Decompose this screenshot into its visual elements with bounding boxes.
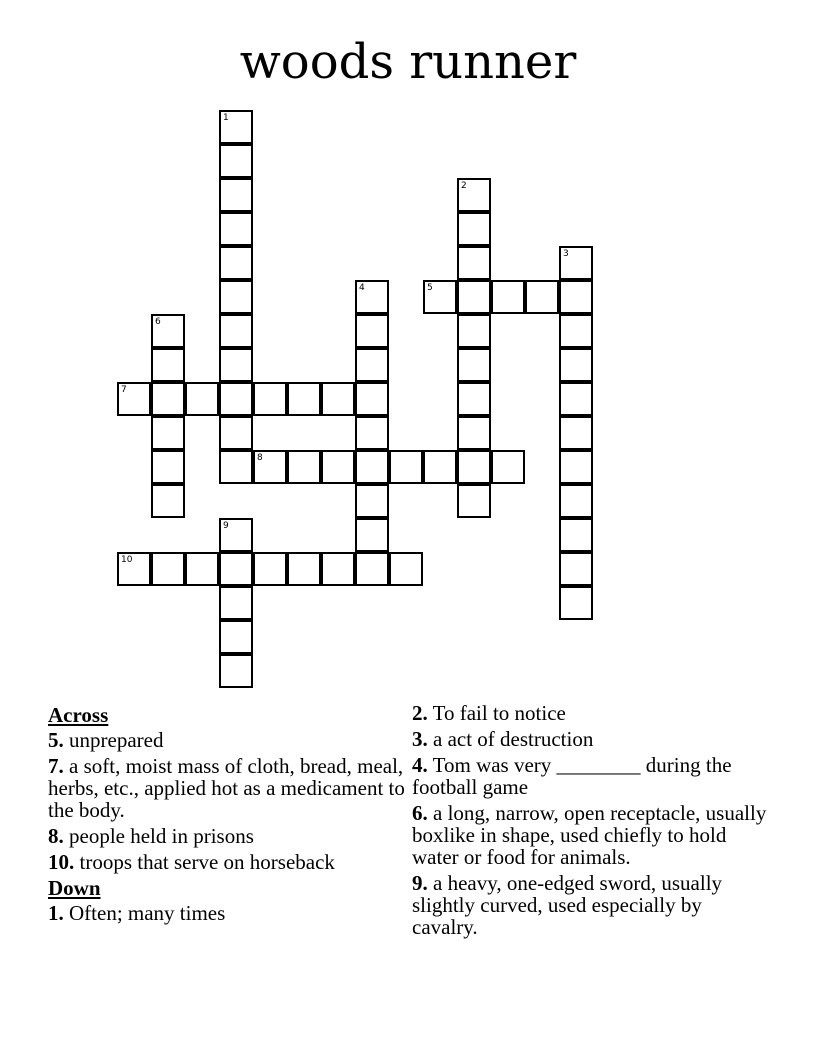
grid-cell[interactable] — [457, 484, 491, 518]
grid-cell[interactable] — [457, 416, 491, 450]
grid-cell[interactable] — [219, 450, 253, 484]
clues-left-column — [48, 702, 408, 928]
grid-cell[interactable] — [117, 382, 151, 416]
down-clue-list — [48, 902, 408, 924]
grid-cell[interactable] — [151, 348, 185, 382]
clue-number: 6 — [155, 317, 161, 327]
grid-cell[interactable] — [355, 280, 389, 314]
clue-item — [48, 902, 408, 924]
clue-number: 2 — [461, 181, 467, 191]
grid-cell[interactable] — [389, 450, 423, 484]
grid-cell[interactable] — [287, 552, 321, 586]
clue-number: 4 — [359, 283, 365, 293]
grid-cell[interactable] — [117, 552, 151, 586]
clue-item — [48, 755, 408, 821]
grid-cell[interactable] — [151, 314, 185, 348]
clue-text: Tom was very ________ during the football game — [412, 753, 732, 799]
grid-cell[interactable] — [151, 416, 185, 450]
grid-cell[interactable] — [457, 246, 491, 280]
grid-cell[interactable] — [219, 348, 253, 382]
grid-cell[interactable] — [457, 280, 491, 314]
grid-cell[interactable] — [559, 246, 593, 280]
grid-cell[interactable] — [185, 382, 219, 416]
grid-cell[interactable] — [253, 382, 287, 416]
grid-cell[interactable] — [559, 314, 593, 348]
puzzle-title: woods runner — [239, 34, 577, 90]
grid-cell[interactable] — [321, 450, 355, 484]
down-heading: Down — [48, 876, 101, 900]
across-clue-list — [48, 729, 408, 873]
grid-cell[interactable] — [185, 552, 219, 586]
clue-text: a heavy, one-edged sword, usually slightly curved, used especially by cavalry. — [412, 871, 723, 939]
grid-cell[interactable] — [219, 552, 253, 586]
grid-cell[interactable] — [355, 416, 389, 450]
clue-text: Often; many times — [69, 901, 226, 925]
clue-number-label: 8. — [48, 824, 64, 848]
grid-cell[interactable] — [219, 246, 253, 280]
grid-cell[interactable] — [151, 484, 185, 518]
grid-cell[interactable] — [559, 586, 593, 620]
grid-cell[interactable] — [287, 382, 321, 416]
clue-number: 7 — [121, 385, 127, 395]
grid-cell[interactable] — [219, 620, 253, 654]
grid-cell[interactable] — [219, 416, 253, 450]
grid-cell[interactable] — [219, 280, 253, 314]
clue-text: people held in prisons — [69, 824, 254, 848]
grid-cell[interactable] — [355, 552, 389, 586]
clue-number-label: 4. — [412, 753, 428, 777]
clue-text: a act of destruction — [433, 727, 594, 751]
grid-cell[interactable] — [219, 212, 253, 246]
grid-cell[interactable] — [559, 416, 593, 450]
grid-cell[interactable] — [287, 450, 321, 484]
grid-cell[interactable] — [559, 484, 593, 518]
grid-cell[interactable] — [219, 382, 253, 416]
clue-item — [412, 728, 772, 750]
grid-cell[interactable] — [151, 382, 185, 416]
grid-cell[interactable] — [355, 348, 389, 382]
clue-text: a soft, moist mass of cloth, bread, meal, herbs, etc., applied hot as a medicament to the body. — [48, 754, 405, 822]
grid-cell[interactable] — [219, 110, 253, 144]
grid-cell[interactable] — [559, 382, 593, 416]
grid-cell[interactable] — [559, 348, 593, 382]
grid-cell[interactable] — [219, 586, 253, 620]
clue-number: 9 — [223, 521, 229, 531]
clue-number-label: 3. — [412, 727, 428, 751]
grid-cell[interactable] — [355, 382, 389, 416]
grid-cell[interactable] — [219, 314, 253, 348]
grid-cell[interactable] — [355, 450, 389, 484]
grid-cell[interactable] — [457, 212, 491, 246]
grid-cell[interactable] — [151, 552, 185, 586]
clue-text: To fail to notice — [432, 701, 566, 725]
clue-number-label: 2. — [412, 701, 428, 725]
down-clue-list-continued — [412, 702, 772, 938]
grid-cell[interactable] — [559, 518, 593, 552]
grid-cell[interactable] — [355, 518, 389, 552]
grid-cell[interactable] — [355, 484, 389, 518]
clue-number-label: 1. — [48, 901, 64, 925]
grid-cell[interactable] — [253, 552, 287, 586]
grid-cell[interactable] — [491, 450, 525, 484]
clue-number-label: 6. — [412, 801, 428, 825]
clue-item — [48, 729, 408, 751]
grid-cell[interactable] — [457, 178, 491, 212]
grid-cell[interactable] — [219, 178, 253, 212]
grid-cell[interactable] — [457, 314, 491, 348]
grid-cell[interactable] — [423, 280, 457, 314]
clue-item — [48, 851, 408, 873]
clue-number-label: 9. — [412, 871, 428, 895]
clue-item — [412, 702, 772, 724]
clue-text: a long, narrow, open receptacle, usually boxlike in shape, used chiefly to hold water or food for animals. — [412, 801, 767, 869]
clue-number: 3 — [563, 249, 569, 259]
clue-number: 5 — [427, 283, 433, 293]
clue-item — [48, 825, 408, 847]
clue-number-label: 7. — [48, 754, 64, 778]
grid-cell[interactable] — [423, 450, 457, 484]
clues-right-column — [412, 702, 772, 942]
grid-cell[interactable] — [525, 280, 559, 314]
grid-cell[interactable] — [151, 450, 185, 484]
clue-number: 1 — [223, 113, 229, 123]
grid-cell[interactable] — [457, 348, 491, 382]
grid-cell[interactable] — [321, 382, 355, 416]
grid-cell[interactable] — [389, 552, 423, 586]
clue-item — [412, 754, 772, 798]
clue-number: 8 — [257, 453, 263, 463]
grid-cell[interactable] — [253, 450, 287, 484]
grid-cell[interactable] — [219, 654, 253, 688]
grid-cell[interactable] — [457, 450, 491, 484]
clue-number-label: 10. — [48, 850, 75, 874]
clue-number-label: 5. — [48, 728, 64, 752]
grid-cell[interactable] — [559, 450, 593, 484]
grid-cell[interactable] — [355, 314, 389, 348]
clue-text: troops that serve on horseback — [79, 850, 335, 874]
grid-cell[interactable] — [491, 280, 525, 314]
clue-item — [412, 802, 772, 868]
clue-item — [412, 872, 772, 938]
grid-cell[interactable] — [457, 382, 491, 416]
across-heading: Across — [48, 703, 109, 727]
clue-number: 10 — [121, 555, 133, 565]
grid-cell[interactable] — [559, 552, 593, 586]
grid-cell[interactable] — [321, 552, 355, 586]
grid-cell[interactable] — [219, 144, 253, 178]
grid-cell[interactable] — [559, 280, 593, 314]
grid-cell[interactable] — [219, 518, 253, 552]
clue-text: unprepared — [69, 728, 164, 752]
